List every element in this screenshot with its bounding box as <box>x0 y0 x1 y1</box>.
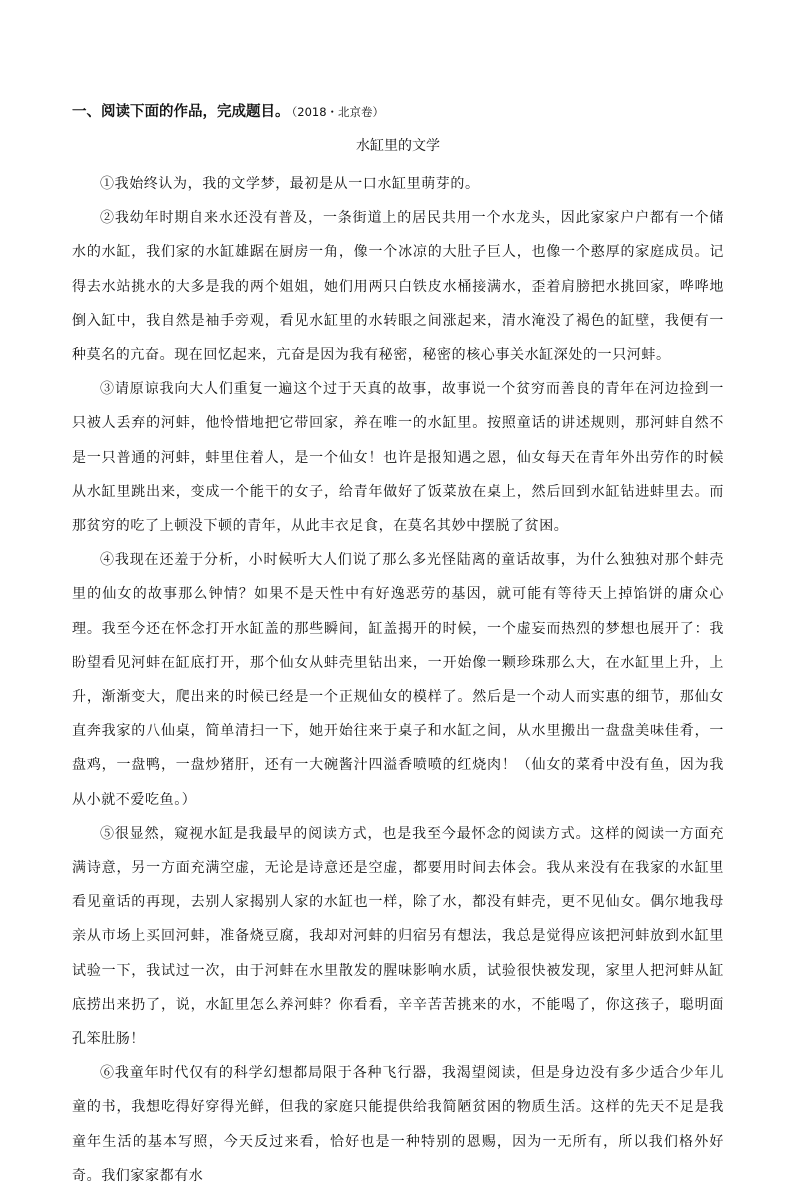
paragraph-2: ②我幼年时期自来水还没有普及，一条街道上的居民共用一个水龙头，因此家家户户都有一个储水的水缸，我们家的水缸雄踞在厨房一角，像一个冰凉的大肚子巨人，也像一个憨厚的家庭成员。记得去水站挑水的大多是我的两个姐姐，她们用两只白铁皮水桶接满水，歪着肩膀把水挑回家，哗哗地倒入缸中，我自然是袖手旁观，看见水缸里的水转眼之间涨起来，清水淹没了褐色的缸壁，我便有一种莫名的亢奋。现在回忆起来，亢奋是因为我有秘密，秘密的核心事关水缸深处的一只河蚌。 <box>72 210 724 364</box>
paragraph-6: ⑥我童年时代仅有的科学幻想都局限于各种飞行器，我渴望阅读，但是身边没有多少适合少年儿童的书，我想吃得好穿得光鲜，但我的家庭只能提供给我简陋贫困的物质生活。这样的先天不足是我童年生活的基本写照，今天反过来看，恰好也是一种特别的恩赐，因为一无所有，所以我们格外好奇。我们家家都有水 <box>72 1065 724 1184</box>
paragraph-4: ④我现在还羞于分析，小时候听大人们说了那么多光怪陆离的童话故事，为什么独独对那个蚌壳里的仙女的故事那么钟情？如果不是天性中有好逸恶劳的基因，就可能有等待天上掉馅饼的庸众心理。我至今还在怀念打开水缸盖的那些瞬间，缸盖揭开的时候，一个虚妄而热烈的梦想也展开了：我盼望看见河蚌在缸底打开，那个仙女从蚌壳里钻出来，一开始像一颗珍珠那么大，在水缸里上升，上升，渐渐变大，爬出来的时候已经是一个正规仙女的模样了。然后是一个动人而实惠的细节，那仙女直奔我家的八仙桌，简单清扫一下，她开始往来于桌子和水缸之间，从水里搬出一盘盘美味佳肴，一盘鸡，一盘鸭，一盘炒猪肝，还有一大碗酱汁四溢香喷喷的红烧肉！（仙女的菜肴中没有鱼，因为我从小就不爱吃鱼。） <box>72 552 724 808</box>
paragraph-3: ③请原谅我向大人们重复一遍这个过于天真的故事，故事说一个贫穷而善良的青年在河边捡到一只被人丢弃的河蚌，他怜惜地把它带回家，养在唯一的水缸里。按照童话的讲述规则，那河蚌自然不是一只普通的河蚌，蚌里住着人，是一个仙女！也许是报知遇之恩，仙女每天在青年外出劳作的时候从水缸里跳出来，变成一个能干的女子，给青年做好了饭菜放在桌上，然后回到水缸钻进蚌里去。而那贫穷的吃了上顿没下顿的青年，从此丰衣足食，在莫名其妙中摆脱了贫困。 <box>72 381 724 535</box>
document-page <box>72 101 724 1193</box>
article-title: 水缸里的文学 <box>356 138 440 154</box>
question-heading <box>72 101 724 123</box>
paragraph-5: ⑤很显然，窥视水缸是我最早的阅读方式，也是我至今最怀念的阅读方式。这样的阅读一方面充满诗意，另一方面充满空虚，无论是诗意还是空虚，都要用时间去体会。我从来没有在我家的水缸里看见童话的再现，去别人家揭别人家的水缸也一样，除了水，都没有蚌壳，更不见仙女。偶尔地我母亲从市场上买回河蚌，准备烧豆腐，我却对河蚌的归宿另有想法，我总是觉得应该把河蚌放到水缸里试验一下，我试过一次，由于河蚌在水里散发的腥味影响水质，试验很快被发现，家里人把河蚌从缸底捞出来扔了，说，水缸里怎么养河蚌？你看看，辛辛苦苦挑来的水，不能喝了，你这孩子，聪明面孔笨肚肠！ <box>72 825 724 1048</box>
question-instruction: 一、阅读下面的作品，完成题目。 <box>72 104 290 120</box>
paragraph-1: ①我始终认为，我的文学梦，最初是从一口水缸里萌芽的。 <box>100 176 480 192</box>
question-source: （2018・北京卷） <box>291 105 385 119</box>
